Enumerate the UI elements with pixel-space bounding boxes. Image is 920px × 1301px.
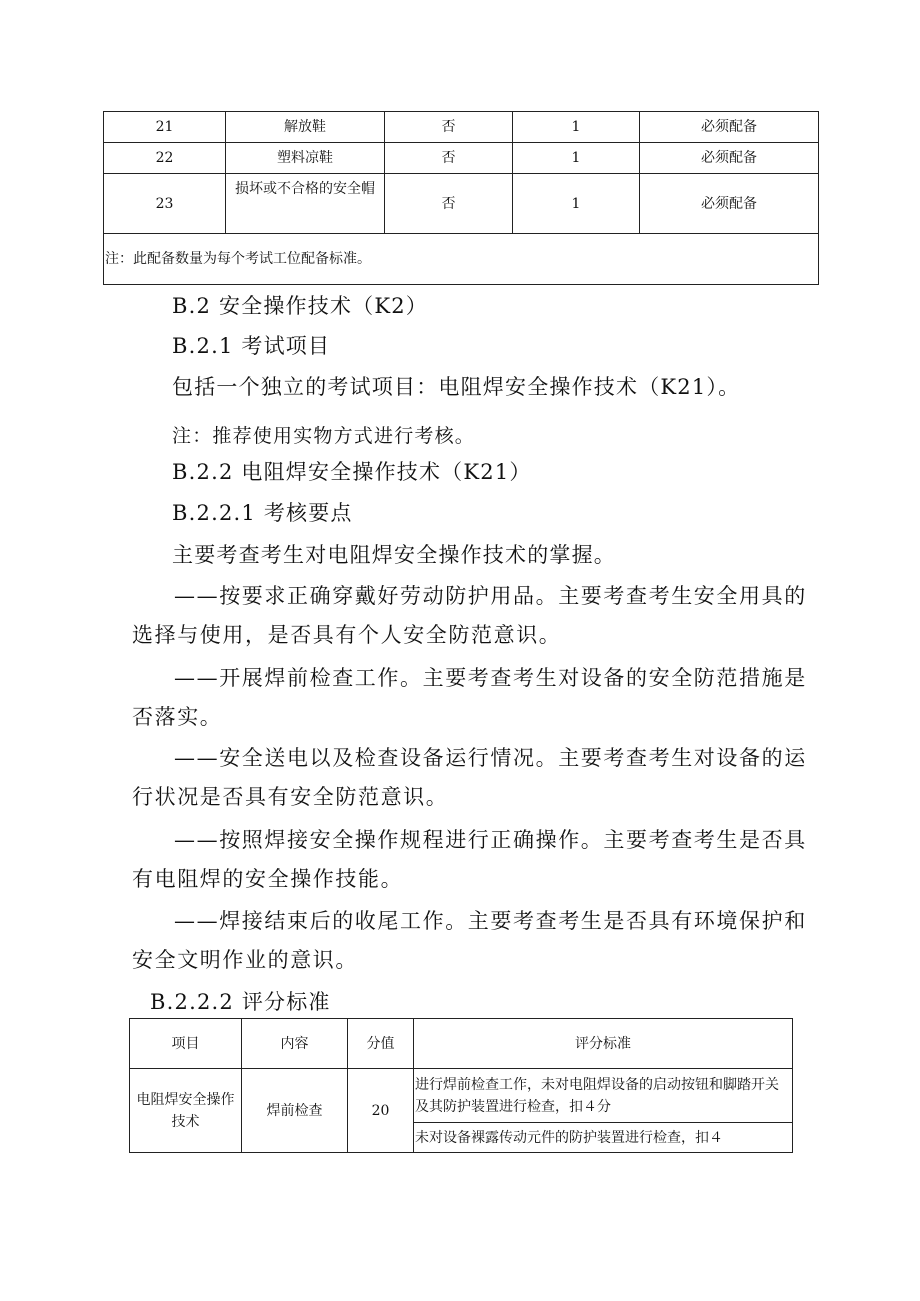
heading-b2: B.2 安全操作技术（K2） bbox=[172, 294, 428, 318]
point-2: ——开展焊前检查工作。主要考查考生对设备的安全防范措施是否落实。 bbox=[132, 666, 807, 729]
cell-item: 电阻焊安全操作技术 bbox=[130, 1069, 242, 1153]
cell-remark: 必须配备 bbox=[640, 143, 819, 174]
cell-flag: 否 bbox=[385, 143, 513, 174]
b221-intro: 主要考查考生对电阻焊安全操作技术的掌握。 bbox=[172, 543, 616, 567]
b21-note: 注：推荐使用实物方式进行考核。 bbox=[172, 425, 476, 447]
cell-name: 损坏或不合格的安全帽 bbox=[226, 174, 385, 234]
point-5: ——焊接结束后的收尾工作。主要考查考生是否具有环境保护和安全文明作业的意识。 bbox=[132, 909, 807, 972]
cell-flag: 否 bbox=[385, 112, 513, 143]
cell-no: 23 bbox=[104, 174, 226, 234]
table-note: 注：此配备数量为每个考试工位配备标准。 bbox=[104, 234, 819, 285]
table-row bbox=[130, 1069, 793, 1123]
header-score: 分值 bbox=[348, 1019, 414, 1069]
cell-flag: 否 bbox=[385, 174, 513, 234]
header-content: 内容 bbox=[242, 1019, 348, 1069]
table-row bbox=[104, 143, 819, 174]
cell-content: 焊前检查 bbox=[242, 1069, 348, 1153]
point-4: ——按照焊接安全操作规程进行正确操作。主要考查考生是否具有电阻焊的安全操作技能。 bbox=[132, 828, 807, 891]
heading-b22: B.2.2 电阻焊安全操作技术（K21） bbox=[172, 460, 532, 484]
cell-qty: 1 bbox=[513, 112, 640, 143]
header-criteria: 评分标准 bbox=[414, 1019, 793, 1069]
cell-name: 解放鞋 bbox=[226, 112, 385, 143]
cell-name: 塑料凉鞋 bbox=[226, 143, 385, 174]
cell-remark: 必须配备 bbox=[640, 174, 819, 234]
heading-b222: B.2.2.2 评分标准 bbox=[150, 990, 331, 1014]
cell-criteria: 进行焊前检查工作，未对电阻焊设备的启动按钮和脚踏开关及其防护装置进行检查，扣４分 bbox=[414, 1069, 793, 1123]
table-row bbox=[104, 112, 819, 143]
point-1: ——按要求正确穿戴好劳动防护用品。主要考查考生安全用具的选择与使用，是否具有个人安全防范意识。 bbox=[132, 584, 807, 647]
scoring-table bbox=[129, 1018, 793, 1153]
cell-qty: 1 bbox=[513, 174, 640, 234]
equipment-table bbox=[103, 111, 819, 285]
b21-text: 包括一个独立的考试项目：电阻焊安全操作技术（K21）。 bbox=[172, 375, 741, 399]
cell-criteria: 未对设备裸露传动元件的防护装置进行检查，扣４ bbox=[414, 1123, 793, 1153]
table-row bbox=[104, 174, 819, 234]
cell-qty: 1 bbox=[513, 143, 640, 174]
table-header-row bbox=[130, 1019, 793, 1069]
header-item: 项目 bbox=[130, 1019, 242, 1069]
cell-no: 22 bbox=[104, 143, 226, 174]
cell-score: 20 bbox=[348, 1069, 414, 1153]
heading-b221: B.2.2.1 考核要点 bbox=[172, 501, 353, 525]
heading-b21: B.2.1 考试项目 bbox=[172, 334, 331, 358]
cell-remark: 必须配备 bbox=[640, 112, 819, 143]
point-3: ——安全送电以及检查设备运行情况。主要考查考生对设备的运行状况是否具有安全防范意识。 bbox=[132, 746, 807, 809]
table-note-row bbox=[104, 234, 819, 285]
cell-no: 21 bbox=[104, 112, 226, 143]
